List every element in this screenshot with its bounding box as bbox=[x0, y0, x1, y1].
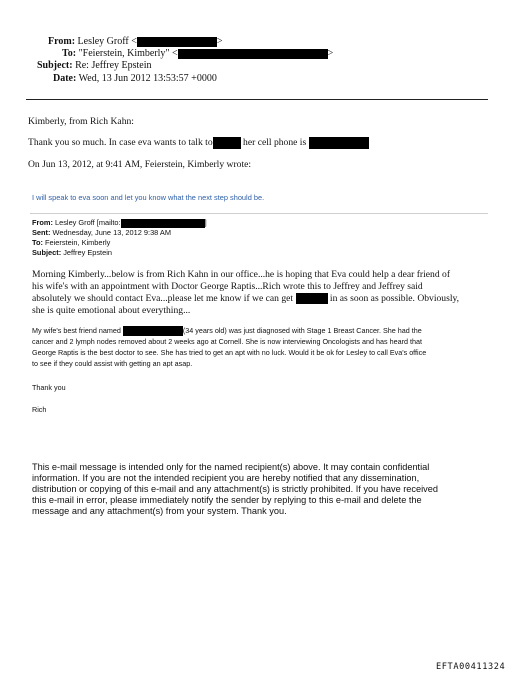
header-to bbox=[62, 48, 333, 60]
rich-line-1a: My wife's best friend named bbox=[32, 326, 121, 335]
on-date-line: On Jun 13, 2012, at 9:41 AM, Feierstein, Kimberly wrote: bbox=[28, 159, 252, 170]
fwd-from-label: From: bbox=[32, 218, 53, 227]
fwd-to-value: Feierstein, Kimberly bbox=[45, 238, 111, 247]
fwd-para-line-3b: in as soon as possible. Obviously, bbox=[329, 293, 460, 304]
header-to-label: To: bbox=[62, 48, 77, 59]
fwd-subject bbox=[32, 248, 112, 257]
fwd-from bbox=[32, 218, 207, 228]
quote-divider bbox=[30, 213, 488, 214]
header-date-label: Date: bbox=[53, 73, 77, 84]
thanks-text-b: her cell phone is bbox=[243, 137, 307, 149]
header-subject bbox=[37, 60, 152, 72]
fwd-from-close: ] bbox=[204, 218, 207, 227]
redaction-box bbox=[213, 137, 241, 149]
header-divider bbox=[26, 99, 488, 100]
header-to-close: > bbox=[327, 48, 334, 59]
fwd-sent-label: Sent: bbox=[32, 228, 51, 237]
signoff-line: Rich bbox=[32, 405, 47, 414]
header-from-label: From: bbox=[48, 36, 76, 47]
fwd-to bbox=[32, 238, 110, 247]
header-from bbox=[48, 36, 223, 48]
fwd-para-line-3 bbox=[32, 293, 459, 305]
redaction-box bbox=[137, 37, 217, 47]
fwd-para-line-1: Morning Kimberly...below is from Rich Kahn in our office...he is hoping that Eva could help a dear friend of bbox=[32, 269, 451, 280]
fwd-to-label: To: bbox=[32, 238, 43, 247]
redaction-box bbox=[121, 219, 205, 228]
header-subject-label: Subject: bbox=[37, 60, 73, 71]
reply-quote: I will speak to eva soon and let you know what the next step should be. bbox=[32, 193, 265, 202]
fwd-para-line-4: she is quite emotional about everything... bbox=[32, 305, 191, 316]
thanks-text-a: Thank you so much. In case eva wants to talk to bbox=[28, 137, 213, 149]
greeting-line: Kimberly, from Rich Kahn: bbox=[28, 116, 134, 127]
fwd-from-value: Lesley Groff [mailto: bbox=[55, 218, 121, 227]
disclaimer-line-5: message and any attachment(s) from your system. Thank you. bbox=[32, 506, 287, 516]
rich-line-1 bbox=[32, 326, 422, 337]
rich-line-2: cancer and 2 lymph nodes removed about 2 weeks ago at Cornell. She is now interviewing Oncologists and has heard that bbox=[32, 337, 422, 346]
fwd-subject-value: Jeffrey Epstein bbox=[63, 248, 112, 257]
header-date bbox=[53, 73, 217, 85]
fwd-sent-value: Wednesday, June 13, 2012 9:38 AM bbox=[52, 228, 172, 237]
thank-you-line: Thank you bbox=[32, 383, 66, 392]
rich-line-4: to see if they could assist with getting an apt asap. bbox=[32, 359, 193, 368]
document-id: EFTA00411324 bbox=[436, 662, 506, 672]
fwd-subject-label: Subject: bbox=[32, 248, 62, 257]
redaction-box bbox=[309, 137, 369, 149]
disclaimer-line-3: distribution or copying of this e-mail and any attachment(s) is strictly prohibited. If you have received bbox=[32, 484, 438, 494]
fwd-sent bbox=[32, 228, 171, 237]
disclaimer-line-4: this e-mail in error, please immediately notify the sender by replying to this e-mail and delete the bbox=[32, 495, 422, 505]
header-subject-value: Re: Jeffrey Epstein bbox=[75, 60, 152, 71]
header-from-value: Lesley Groff < bbox=[77, 36, 137, 47]
rich-line-3: George Raptis is the best doctor to see. She has tried to get an apt with no luck. Would it be ok for Lesley to call Eva's office bbox=[32, 348, 427, 357]
redaction-box bbox=[296, 293, 328, 304]
header-to-value: "Feierstein, Kimberly" < bbox=[78, 48, 178, 59]
disclaimer-line-1: This e-mail message is intended only for the named recipient(s) above. It may contain confidential bbox=[32, 462, 430, 472]
header-from-close: > bbox=[216, 36, 223, 47]
thanks-line bbox=[28, 137, 369, 149]
disclaimer-line-2: information. If you are not the intended recipient you are hereby notified that any dissemination, bbox=[32, 473, 420, 483]
fwd-para-line-2: his wife's with an appointment with Doctor George Raptis...Rich wrote this to Jeffrey and Jeffrey said bbox=[32, 281, 423, 292]
rich-line-1b: (34 years old) was just diagnosed with Stage 1 Breast Cancer. She had the bbox=[182, 326, 422, 335]
fwd-para-line-3a: absolutely we should contact Eva...please let me know if we can get bbox=[32, 293, 294, 304]
redaction-box bbox=[123, 326, 183, 336]
redaction-box bbox=[178, 49, 328, 59]
header-date-value: Wed, 13 Jun 2012 13:53:57 +0000 bbox=[78, 73, 217, 84]
